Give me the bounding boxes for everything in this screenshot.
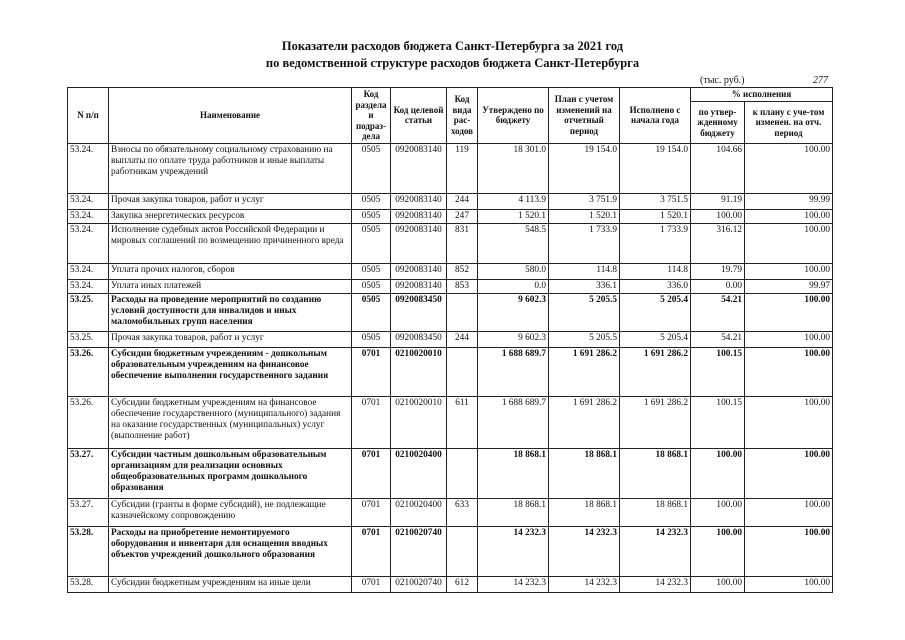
row-plan: 14 232.3: [549, 526, 620, 576]
row-plan: 18 868.1: [549, 448, 620, 498]
row-pct-plan: 100.00: [745, 209, 833, 223]
row-executed: 14 232.3: [620, 526, 691, 576]
row-plan: 1 733.9: [549, 223, 620, 263]
row-section-code: 0701: [352, 396, 391, 448]
row-name: Уплата прочих налогов, сборов: [109, 263, 352, 279]
row-name: Исполнение судебных актов Российской Федерации и мировых соглашений по возмещению причиненного вреда: [109, 223, 352, 263]
row-section-code: 0505: [352, 209, 391, 223]
row-pct-approved: 19.79: [691, 263, 745, 279]
row-pct-approved: 100.00: [691, 209, 745, 223]
row-plan: 18 868.1: [549, 498, 620, 526]
row-article-code: 0210020400: [391, 448, 447, 498]
row-pct-approved: 100.00: [691, 498, 745, 526]
row-executed: 336.0: [620, 279, 691, 293]
row-approved: 14 232.3: [478, 576, 549, 592]
row-executed: 5 205.4: [620, 293, 691, 331]
row-name: Расходы на приобретение немонтируемого оборудования и инвентаря для оснащения вводных объектов учреждений дошкольного образования: [109, 526, 352, 576]
table-row: [68, 263, 833, 279]
row-num: 53.24.: [68, 263, 109, 279]
row-num: 53.26.: [68, 347, 109, 396]
row-type-code: 852: [447, 263, 478, 279]
row-approved: 580.0: [478, 263, 549, 279]
row-plan: 1 691 286.2: [549, 396, 620, 448]
row-approved: 1 520.1: [478, 209, 549, 223]
row-approved: 18 868.1: [478, 498, 549, 526]
row-pct-plan: 100.00: [745, 576, 833, 592]
col-header-section: Код раздела и подраз-дела: [352, 88, 391, 144]
table-row: [68, 279, 833, 293]
row-approved: 1 688 689.7: [478, 347, 549, 396]
table-header: [68, 88, 833, 144]
table-row: [68, 143, 833, 193]
table-row: [68, 293, 833, 331]
row-plan: 1 691 286.2: [549, 347, 620, 396]
row-pct-approved: 100.00: [691, 448, 745, 498]
row-article-code: 0920083140: [391, 223, 447, 263]
table-row: [68, 498, 833, 526]
row-type-code: 611: [447, 396, 478, 448]
report-title-line2: по ведомственной структуре расходов бюджета Санкт-Петербурга: [265, 56, 640, 70]
row-executed: 19 154.0: [620, 143, 691, 193]
row-pct-plan: 100.00: [745, 448, 833, 498]
col-header-name: Наименование: [109, 88, 352, 144]
table-row: [68, 347, 833, 396]
row-name: Закупка энергетических ресурсов: [109, 209, 352, 223]
row-num: 53.27.: [68, 498, 109, 526]
row-section-code: 0505: [352, 193, 391, 209]
row-pct-plan: 100.00: [745, 331, 833, 347]
row-pct-plan: 100.00: [745, 293, 833, 331]
table-row: [68, 209, 833, 223]
table-row: [68, 576, 833, 592]
row-num: 53.24.: [68, 209, 109, 223]
row-executed: 1 691 286.2: [620, 347, 691, 396]
row-name: Уплата иных платежей: [109, 279, 352, 293]
row-executed: 1 733.9: [620, 223, 691, 263]
row-type-code: 119: [447, 143, 478, 193]
row-num: 53.24.: [68, 143, 109, 193]
row-executed: 18 868.1: [620, 498, 691, 526]
row-num: 53.28.: [68, 526, 109, 576]
row-pct-approved: 100.15: [691, 396, 745, 448]
row-pct-approved: 100.00: [691, 576, 745, 592]
row-section-code: 0505: [352, 143, 391, 193]
row-name: Субсидии частным дошкольным образовательным организациям для реализации основных общеобразовательных программ дошкольного образования: [109, 448, 352, 498]
row-name: Субсидии бюджетным учреждениям - дошкольным образовательным учреждениям на финансовое обеспечение выполнения государственного задания: [109, 347, 352, 396]
row-name: Субсидии бюджетным учреждениям на финансовое обеспечение государственного (муниципального) задания на оказание государственных (муниципальных) услуг (выполнение работ): [109, 396, 352, 448]
row-executed: 1 520.1: [620, 209, 691, 223]
row-num: 53.24.: [68, 223, 109, 263]
row-approved: 4 113.9: [478, 193, 549, 209]
col-header-pct-approved: по утвер-жденному бюджету: [691, 102, 745, 144]
row-executed: 114.8: [620, 263, 691, 279]
row-approved: 9 602.3: [478, 293, 549, 331]
row-num: 53.26.: [68, 396, 109, 448]
row-article-code: 0210020010: [391, 396, 447, 448]
col-header-approved: Утверждено по бюджету: [478, 88, 549, 144]
row-pct-approved: 100.00: [691, 526, 745, 576]
row-pct-approved: 91.19: [691, 193, 745, 209]
row-section-code: 0505: [352, 331, 391, 347]
row-executed: 18 868.1: [620, 448, 691, 498]
row-name: Прочая закупка товаров, работ и услуг: [109, 193, 352, 209]
row-pct-plan: 100.00: [745, 347, 833, 396]
row-type-code: 853: [447, 279, 478, 293]
row-plan: 14 232.3: [549, 576, 620, 592]
row-type-code: [447, 526, 478, 576]
table-row: [68, 396, 833, 448]
row-approved: 18 301.0: [478, 143, 549, 193]
col-header-article: Код целевой статьи: [391, 88, 447, 144]
row-approved: 548.5: [478, 223, 549, 263]
row-plan: 5 205.5: [549, 293, 620, 331]
col-header-pct-plan: к плану с уче-том изменен. на отч. период: [745, 102, 833, 144]
row-executed: 1 691 286.2: [620, 396, 691, 448]
row-approved: 14 232.3: [478, 526, 549, 576]
row-executed: 3 751.5: [620, 193, 691, 209]
row-pct-plan: 100.00: [745, 143, 833, 193]
row-article-code: 0920083140: [391, 193, 447, 209]
row-article-code: 0210020400: [391, 498, 447, 526]
row-approved: 18 868.1: [478, 448, 549, 498]
table-row: [68, 223, 833, 263]
row-article-code: 0920083140: [391, 209, 447, 223]
col-header-plan: План с учетом изменений на отчетный период: [549, 88, 620, 144]
row-pct-plan: 100.00: [745, 223, 833, 263]
row-executed: 5 205.4: [620, 331, 691, 347]
row-type-code: 244: [447, 193, 478, 209]
table-row: [68, 448, 833, 498]
row-executed: 14 232.3: [620, 576, 691, 592]
row-section-code: 0701: [352, 498, 391, 526]
row-plan: 5 205.5: [549, 331, 620, 347]
report-title-line1: Показатели расходов бюджета Санкт-Петербурга за 2021 год: [281, 39, 624, 53]
row-type-code: 612: [447, 576, 478, 592]
row-type-code: 831: [447, 223, 478, 263]
row-type-code: [447, 293, 478, 331]
row-article-code: 0210020740: [391, 576, 447, 592]
row-num: 53.25.: [68, 331, 109, 347]
row-article-code: 0210020010: [391, 347, 447, 396]
row-name: Расходы на проведение мероприятий по созданию условий доступности для инвалидов и иных маломобильных групп населения: [109, 293, 352, 331]
row-approved: 1 688 689.7: [478, 396, 549, 448]
row-name: Субсидии бюджетным учреждениям на иные цели: [109, 576, 352, 592]
row-plan: 336.1: [549, 279, 620, 293]
row-pct-plan: 100.00: [745, 498, 833, 526]
row-article-code: 0920083140: [391, 279, 447, 293]
row-article-code: 0920083450: [391, 331, 447, 347]
row-type-code: 633: [447, 498, 478, 526]
row-name: Взносы по обязательному социальному страхованию на выплаты по оплате труда работников и иные выплаты работникам учреждений: [109, 143, 352, 193]
row-section-code: 0505: [352, 279, 391, 293]
row-pct-plan: 100.00: [745, 263, 833, 279]
table-body: [68, 143, 833, 592]
row-article-code: 0920083140: [391, 263, 447, 279]
row-section-code: 0701: [352, 347, 391, 396]
row-pct-plan: 100.00: [745, 526, 833, 576]
row-name: Прочая закупка товаров, работ и услуг: [109, 331, 352, 347]
row-article-code: 0920083140: [391, 143, 447, 193]
page-number: 277: [813, 75, 828, 86]
row-pct-approved: 100.15: [691, 347, 745, 396]
row-section-code: 0505: [352, 293, 391, 331]
row-type-code: 247: [447, 209, 478, 223]
row-type-code: [447, 347, 478, 396]
row-pct-approved: 54.21: [691, 293, 745, 331]
row-pct-approved: 104.66: [691, 143, 745, 193]
col-header-type: Код вида рас-ходов: [447, 88, 478, 144]
row-num: 53.25.: [68, 293, 109, 331]
row-plan: 19 154.0: [549, 143, 620, 193]
table-row: [68, 193, 833, 209]
row-section-code: 0505: [352, 223, 391, 263]
row-num: 53.27.: [68, 448, 109, 498]
expenditure-table: [67, 87, 833, 593]
row-pct-approved: 316.12: [691, 223, 745, 263]
row-pct-plan: 99.99: [745, 193, 833, 209]
col-header-pct-group: % исполнения: [691, 88, 833, 102]
row-article-code: 0920083450: [391, 293, 447, 331]
row-num: 53.24.: [68, 279, 109, 293]
row-pct-plan: 100.00: [745, 396, 833, 448]
row-type-code: [447, 448, 478, 498]
row-approved: 0.0: [478, 279, 549, 293]
row-plan: 3 751.9: [549, 193, 620, 209]
row-section-code: 0701: [352, 526, 391, 576]
row-pct-plan: 99.97: [745, 279, 833, 293]
row-num: 53.28.: [68, 576, 109, 592]
row-name: Субсидии (гранты в форме субсидий), не подлежащие казначейскому сопровождению: [109, 498, 352, 526]
row-section-code: 0701: [352, 448, 391, 498]
table-row: [68, 331, 833, 347]
row-plan: 114.8: [549, 263, 620, 279]
row-num: 53.24.: [68, 193, 109, 209]
col-header-num: N п/п: [68, 88, 109, 144]
row-plan: 1 520.1: [549, 209, 620, 223]
unit-label: (тыс. руб.): [700, 75, 745, 86]
row-approved: 9 602.3: [478, 331, 549, 347]
table-row: [68, 526, 833, 576]
col-header-executed: Исполнено с начала года: [620, 88, 691, 144]
row-type-code: 244: [447, 331, 478, 347]
row-pct-approved: 0.00: [691, 279, 745, 293]
row-pct-approved: 54.21: [691, 331, 745, 347]
row-article-code: 0210020740: [391, 526, 447, 576]
row-section-code: 0701: [352, 576, 391, 592]
row-section-code: 0505: [352, 263, 391, 279]
